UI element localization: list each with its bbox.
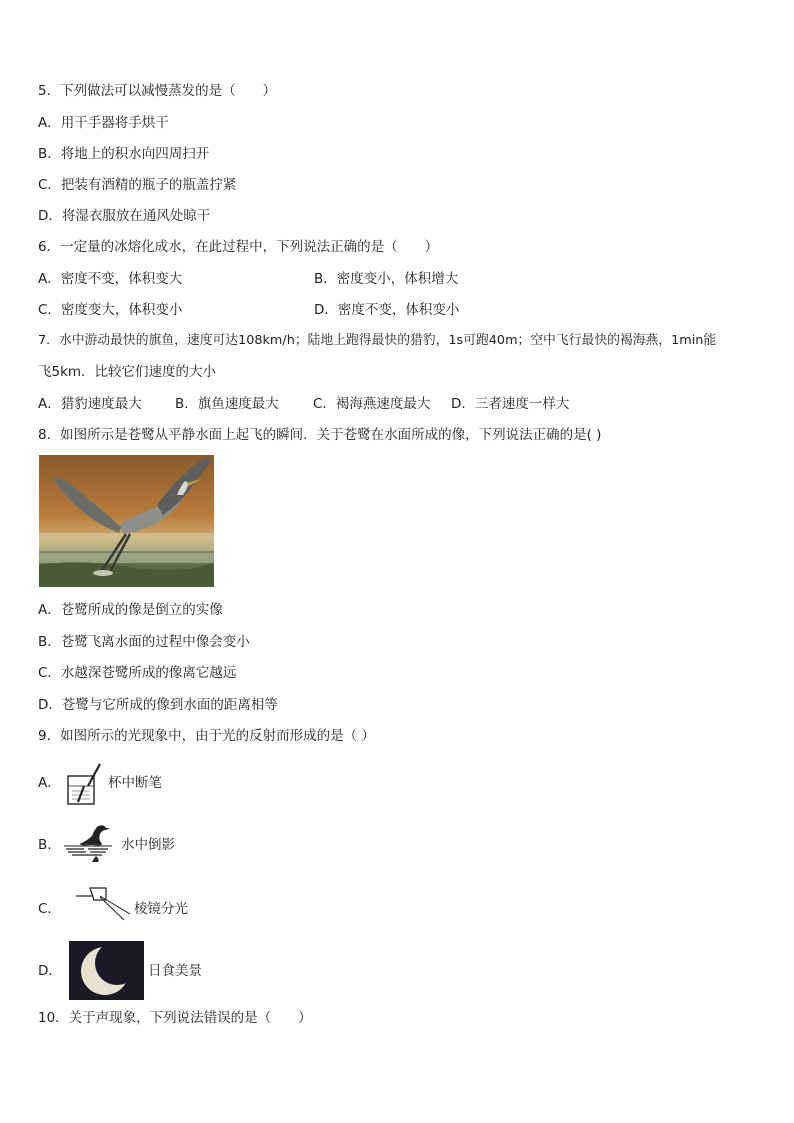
q8-option-d: D．苍鹭与它所成的像到水面的距离相等 <box>38 697 278 713</box>
q5-option-c: C．把装有酒精的瓶子的瓶盖拧紧 <box>38 177 237 193</box>
bird-reflection-icon <box>62 822 114 864</box>
q6-option-b: B．密度变小，体积增大 <box>314 271 459 287</box>
q9-option-d-letter: D． <box>38 963 62 979</box>
q7-stem-line2: 飞5km．比较它们速度的大小 <box>38 364 217 380</box>
q5-option-d: D．将湿衣服放在通风处晾干 <box>38 208 211 224</box>
q6-stem: 6．一定量的冰熔化成水，在此过程中，下列说法正确的是（ ） <box>38 239 439 255</box>
q7-option-c: C．褐海燕速度最大 <box>313 396 431 412</box>
q7-option-d: D．三者速度一样大 <box>451 396 570 412</box>
q5-option-a: A．用干手器将手烘干 <box>38 115 169 131</box>
q8-option-a: A．苍鹭所成的像是倒立的实像 <box>38 602 223 618</box>
q7-option-a: A．猎豹速度最大 <box>38 396 142 412</box>
q9-option-d-label: 日食美景 <box>148 963 202 979</box>
q6-option-a: A．密度不变，体积变大 <box>38 271 183 287</box>
q9-option-b-letter: B． <box>38 837 61 853</box>
q9-option-a-letter: A． <box>38 775 61 791</box>
q9-option-b-label: 水中倒影 <box>121 837 175 853</box>
q10-stem: 10．关于声现象，下列说法错误的是（ ） <box>38 1010 312 1026</box>
broken-pencil-cup-icon <box>64 762 106 806</box>
q5-option-b: B．将地上的积水向四周扫开 <box>38 146 210 162</box>
q8-option-b: B．苍鹭飞离水面的过程中像会变小 <box>38 634 250 650</box>
q6-option-c: C．密度变大，体积变小 <box>38 302 183 318</box>
q9-option-c-label: 棱镜分光 <box>134 901 188 917</box>
q9-option-c-letter: C． <box>38 901 61 917</box>
q9-stem: 9．如图所示的光现象中，由于光的反射而形成的是（ ） <box>38 728 375 744</box>
q8-stem: 8．如图所示是苍鹭从平静水面上起飞的瞬间．关于苍鹭在水面所成的像，下列说法正确的是( ) <box>38 427 602 443</box>
heron-photo <box>39 455 214 587</box>
q6-option-d: D．密度不变，体积变小 <box>314 302 460 318</box>
q5-stem: 5．下列做法可以减慢蒸发的是（ ） <box>38 83 277 99</box>
q8-option-c: C．水越深苍鹭所成的像离它越远 <box>38 665 237 681</box>
q7-option-b: B．旗鱼速度最大 <box>175 396 279 412</box>
q9-option-a-label: 杯中断笔 <box>108 775 162 791</box>
q7-stem-line1: 7．水中游动最快的旗鱼，速度可达108km/h；陆地上跑得最快的猎豹，1s可跑40m；空中飞行最快的褐海燕，1min能 <box>38 333 717 348</box>
solar-eclipse-photo <box>69 941 144 1000</box>
prism-dispersion-icon <box>72 882 134 922</box>
